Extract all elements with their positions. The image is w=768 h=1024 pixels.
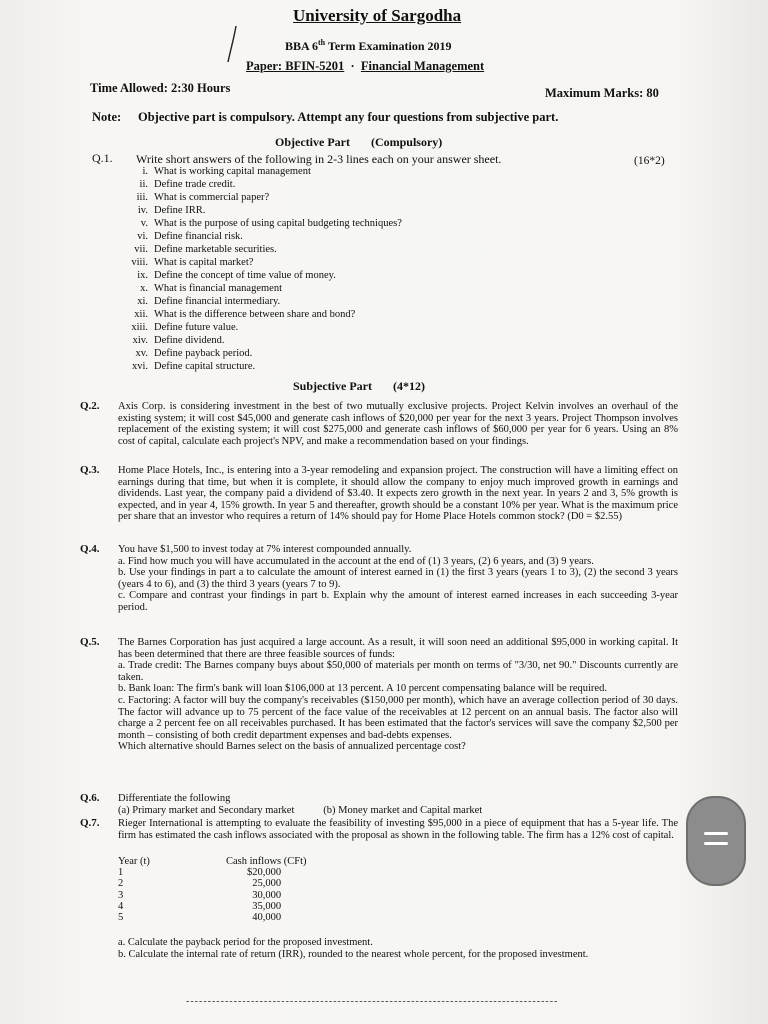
question-part: (a) Primary market and Secondary market (118, 804, 295, 816)
question-marks: (16*2) (634, 155, 665, 167)
list-item: viii. What is capital market? (131, 257, 254, 268)
question-text: Axis Corp. is considering investment in the best of two mutually exclusive projects. Project Kelvin involves an overhaul of the existing system; it will cost $45,000 and generate cash inflows of $20,000 per year for the next 3 years. Project Thompson involves replacement of the existing system; it will cost $275,000 and generate cash inflows of $60,000 per year for 6 years. Using an 8% cost of capital, calculate each project's NPV, and make a recommendation based on your findings. (118, 401, 678, 447)
question-text: You have $1,500 to invest today at 7% interest compounded annually. (118, 544, 412, 555)
table-row: 3 30,000 (118, 889, 282, 901)
list-item: xiii. Define future value. (131, 322, 239, 333)
question-text: Write short answers of the following in 2-3 lines each on your answer sheet. (136, 152, 502, 166)
list-item: xi. Define financial intermediary. (137, 296, 281, 307)
question-block (118, 544, 678, 614)
question-text: Differentiate the following (118, 793, 231, 804)
question-part: a. Trade credit: The Barnes company buys about $50,000 of materials per month on terms of "3/30, net 90." Discounts currently are taken. (118, 660, 678, 683)
end-divider: -------------------------------------------------------------------------------------- (186, 996, 559, 1007)
list-item: v. What is the purpose of using capital budgeting techniques? (140, 218, 402, 229)
objective-heading: Objective Part (Compulsory) (275, 135, 443, 149)
question-text: The Barnes Corporation has just acquired a large account. As a result, it will soon need an additional $95,000 in working capital. It has been determined that there are three feasible sources of funds: (118, 637, 678, 660)
table-header: Year (t) Cash inflows (CFt) (118, 856, 307, 867)
table-row: 5 40,000 (118, 912, 282, 924)
question-part: c. Compare and contrast your findings in part b. Explain why the amount of interest earned increases in each succeeding 3-year period. (118, 590, 678, 613)
note-line: Note: Objective part is compulsory. Attempt any four questions from subjective part. (92, 110, 559, 124)
list-item: iv. Define IRR. (137, 205, 206, 216)
handle-line (704, 832, 728, 835)
question-number: Q.6. (80, 792, 100, 804)
list-item: x. What is financial management (140, 283, 282, 294)
list-item: ix. Define the concept of time value of money. (137, 270, 336, 281)
question-number: Q.7. (80, 817, 100, 829)
list-item: i. What is working capital management (142, 166, 311, 177)
time-allowed: Time Allowed: 2:30 Hours (90, 81, 231, 95)
list-item: ii. Define trade credit. (139, 179, 236, 190)
question-block (118, 637, 678, 753)
question-text: Home Place Hotels, Inc., is entering into a 3-year remodeling and expansion project. The construction will have a limiting effect on earnings during that time, but when it is complete, it should allow the company to enjoy much improved growth in earnings and dividends. Last year, the company paid a dividend of $3.40. It expects zero growth in the next year. In years 2 and 3, 5% growth is expected, and in year 4, 15% growth. In year 5 and thereafter, growth should be a constant 10% per year. What is the maximum price per share that an investor who requires a return of 14% should pay for Home Place Hotels common stock? (D0 = $2.55) (118, 465, 678, 523)
question-text: Rieger International is attempting to evaluate the feasibility of investing $95,000 in a piece of equipment that has a 5-year life. The firm has estimated the cash inflows associated with the proposal as shown in the following table. The firm has a 12% cost of capital. (118, 818, 678, 841)
paper-code: Paper: BFIN-5201 (246, 59, 345, 73)
list-item: vii. Define marketable securities. (134, 244, 277, 255)
question-part: b. Calculate the internal rate of return (IRR), rounded to the nearest whole percent, for the proposed investment. (118, 948, 589, 960)
subjective-heading: Subjective Part (4*12) (293, 379, 425, 393)
question-part: b. Bank loan: The firm's bank will loan $106,000 at 13 percent. A 10 percent compensating balance will be required. (118, 683, 607, 695)
list-item: xiv. Define dividend. (132, 335, 225, 346)
list-item: xii. What is the difference between share and bond? (134, 309, 356, 320)
table-row: 2 25,000 (118, 878, 282, 890)
paper-line: Paper: BFIN-5201 · Financial Management (246, 59, 485, 73)
question-number: Q.3. (80, 464, 100, 476)
maximum-marks: Maximum Marks: 80 (545, 86, 659, 100)
paper-title: Financial Management (360, 59, 485, 73)
question-text: Which alternative should Barnes select on the basis of annualized percentage cost? (118, 741, 466, 753)
question-block (118, 793, 678, 816)
table-row: 1 $20,000 (118, 867, 282, 879)
question-number: Q.5. (80, 636, 100, 648)
question-part: a. Find how much you will have accumulated in the account at the end of (1) 3 years, (2) 6 years, and (3) 9 years. (118, 555, 594, 567)
exam-title: BBA 6th Term Examination 2019 (285, 38, 452, 53)
question-number: Q.2. (80, 400, 100, 412)
list-item: iii. What is commercial paper? (136, 192, 270, 203)
list-item: xvi. Define capital structure. (131, 361, 256, 372)
university-title: University of Sargodha (293, 6, 462, 25)
table-row: 4 35,000 (118, 900, 282, 912)
question-part: a. Calculate the payback period for the proposed investment. (118, 937, 373, 948)
question-block (118, 937, 678, 960)
question-part: b. Use your findings in part a to calculate the amount of interest earned in (1) the first 3 years (years 1 to 3), (2) the second 3 years (years 4 to 6), and (3) the third 3 years (years 7 to 9). (118, 567, 678, 590)
menu-handle-icon[interactable] (686, 796, 746, 886)
question-part: (b) Money market and Capital market (323, 804, 483, 816)
list-item: vi. Define financial risk. (137, 231, 243, 242)
list-item: xv. Define payback period. (135, 348, 253, 359)
question-number: Q.1. (92, 151, 113, 165)
handle-line (704, 842, 728, 845)
cash-inflow-table (118, 856, 307, 923)
question-number: Q.4. (80, 543, 100, 555)
pen-mark-icon (222, 24, 246, 64)
question-part: c. Factoring: A factor will buy the company's receivables ($150,000 per month), which have an average collection period of 30 days. The factor will advance up to 75 percent of the face value of the receivables at 12 percent on an annual basis. The factor also will charge a 2 percent fee on all receivables purchased. It has been estimated that the factor's services will save the company $2,500 per month – consisting of both credit department expenses and bad-debts expenses. (118, 694, 678, 741)
